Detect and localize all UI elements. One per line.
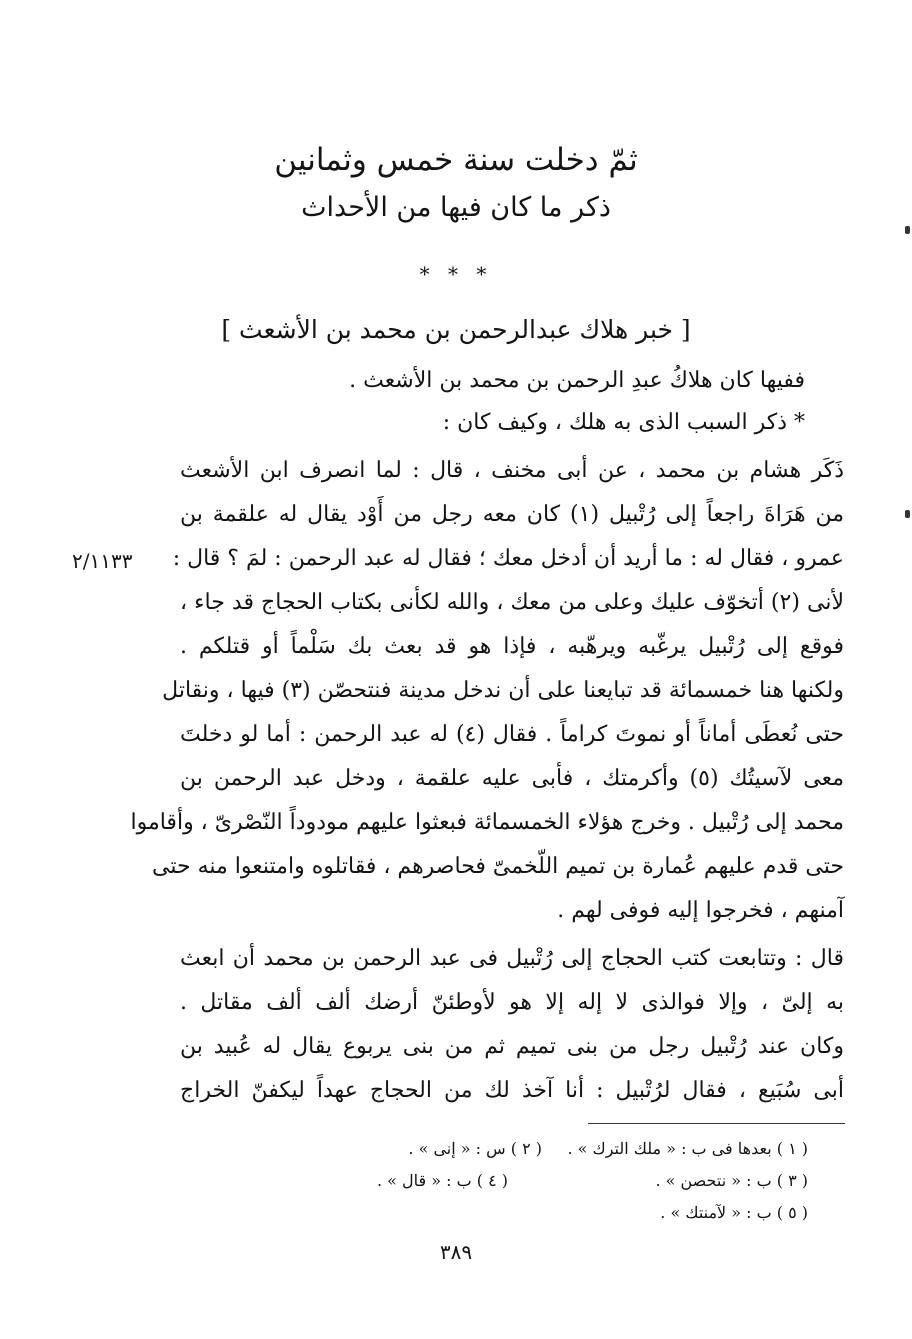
section-separator: * * * xyxy=(419,262,493,286)
body-line: حتى نُعطَى أماناً أو نموتَ كراماً . فقال (٤) له عبد الرحمن : أما لو دخلتَ xyxy=(180,722,845,747)
body-line: به إلىّ ، وإلا فوالذى لا إله إلا هو لأوطئنّ أرضك ألف ألف مقاتل . xyxy=(180,990,844,1015)
footnote: ( ٤ ) ب : « قال » . xyxy=(376,1171,508,1190)
footnote: ( ١ ) بعدها فى ب : « ملك الترك » . xyxy=(567,1139,808,1158)
body-line: قال : وتتابعت كتب الحجاج إلى رُتْبيل فى عبد الرحمن بن محمد أن ابعث xyxy=(180,946,844,971)
footnote-divider xyxy=(588,1123,845,1124)
body-line: معى لآسيتُك (٥) وأكرمتك ، فأبى عليه علقمة ، ودخل عبد الرحمن بن xyxy=(180,766,844,791)
intro-line: ففيها كان هلاكُ عبدِ الرحمن بن محمد بن الأشعث . xyxy=(349,368,805,393)
intro-line: * ذكر السبب الذى به هلك ، وكيف كان : xyxy=(442,410,805,435)
body-line: لأنى (٢) أتخوّف عليك وعلى من معك ، والله لكأنى بكتاب الحجاج قد جاء ، xyxy=(180,590,844,615)
body-line: حتى قدم عليهم عُمارة بن تميم اللّخمىّ فحاصرهم ، فقاتلوه وامتنعوا منه حتى xyxy=(152,854,844,879)
body-line: ذَكَر هشام بن محمد ، عن أبى مخنف ، قال : لما انصرف ابن الأشعث xyxy=(180,458,844,483)
chapter-title: ثمّ دخلت سنة خمس وثمانين xyxy=(274,142,638,178)
margin-page-reference: ٢/١١٣٣ xyxy=(72,549,133,573)
body-line: ولكنها هنا خمسمائة قد تبايعنا على أن ندخل مدينة فنتحصّن (٣) فيها ، ونقاتل xyxy=(162,678,844,703)
body-line: فوقع إلى رُتْبيل يرغّبه ويرهّبه ، فإذا هو قد بعث بك سَلْماً أو قتلكم . xyxy=(180,634,844,659)
chapter-subtitle: ذكر ما كان فيها من الأحداث xyxy=(301,192,611,223)
body-line: آمنهم ، فخرجوا إليه فوفى لهم . xyxy=(557,898,844,923)
body-line: محمد إلى رُتْبيل . وخرج هؤلاء الخمسمائة فبعثوا عليهم مودوداً النّصْرىّ ، وأقاموا xyxy=(130,810,844,835)
page-number: ٣٨٩ xyxy=(439,1240,473,1264)
scan-edge-mark xyxy=(905,226,910,234)
footnote: ( ٢ ) س : « إنى » . xyxy=(408,1139,542,1158)
body-line: من هَرَاةَ راجعاً إلى رُتْبيل (١) كان معه رجل من أَوْد يقال له علقمة بن xyxy=(180,502,844,527)
body-line: أبى سُبَيع ، فقال لرُتْبيل : أنا آخذ لك من الحجاج عهداً ليكفنّ الخراج xyxy=(180,1078,844,1103)
body-line: عمرو ، فقال له : ما أريد أن أدخل معك ؛ فقال له عبد الرحمن : لمَ ؟ قال : xyxy=(172,546,844,571)
section-heading: [ خبر هلاك عبدالرحمن بن محمد بن الأشعث ] xyxy=(221,315,691,344)
footnote: ( ٥ ) ب : « لآمنتك » . xyxy=(660,1203,808,1222)
footnote: ( ٣ ) ب : « نتحصن » . xyxy=(655,1171,808,1190)
scan-edge-mark xyxy=(905,510,910,518)
body-line: وكان عند رُتْبيل رجل من بنى تميم ثم من بنى يربوع يقال له عُبيد بن xyxy=(180,1034,844,1059)
